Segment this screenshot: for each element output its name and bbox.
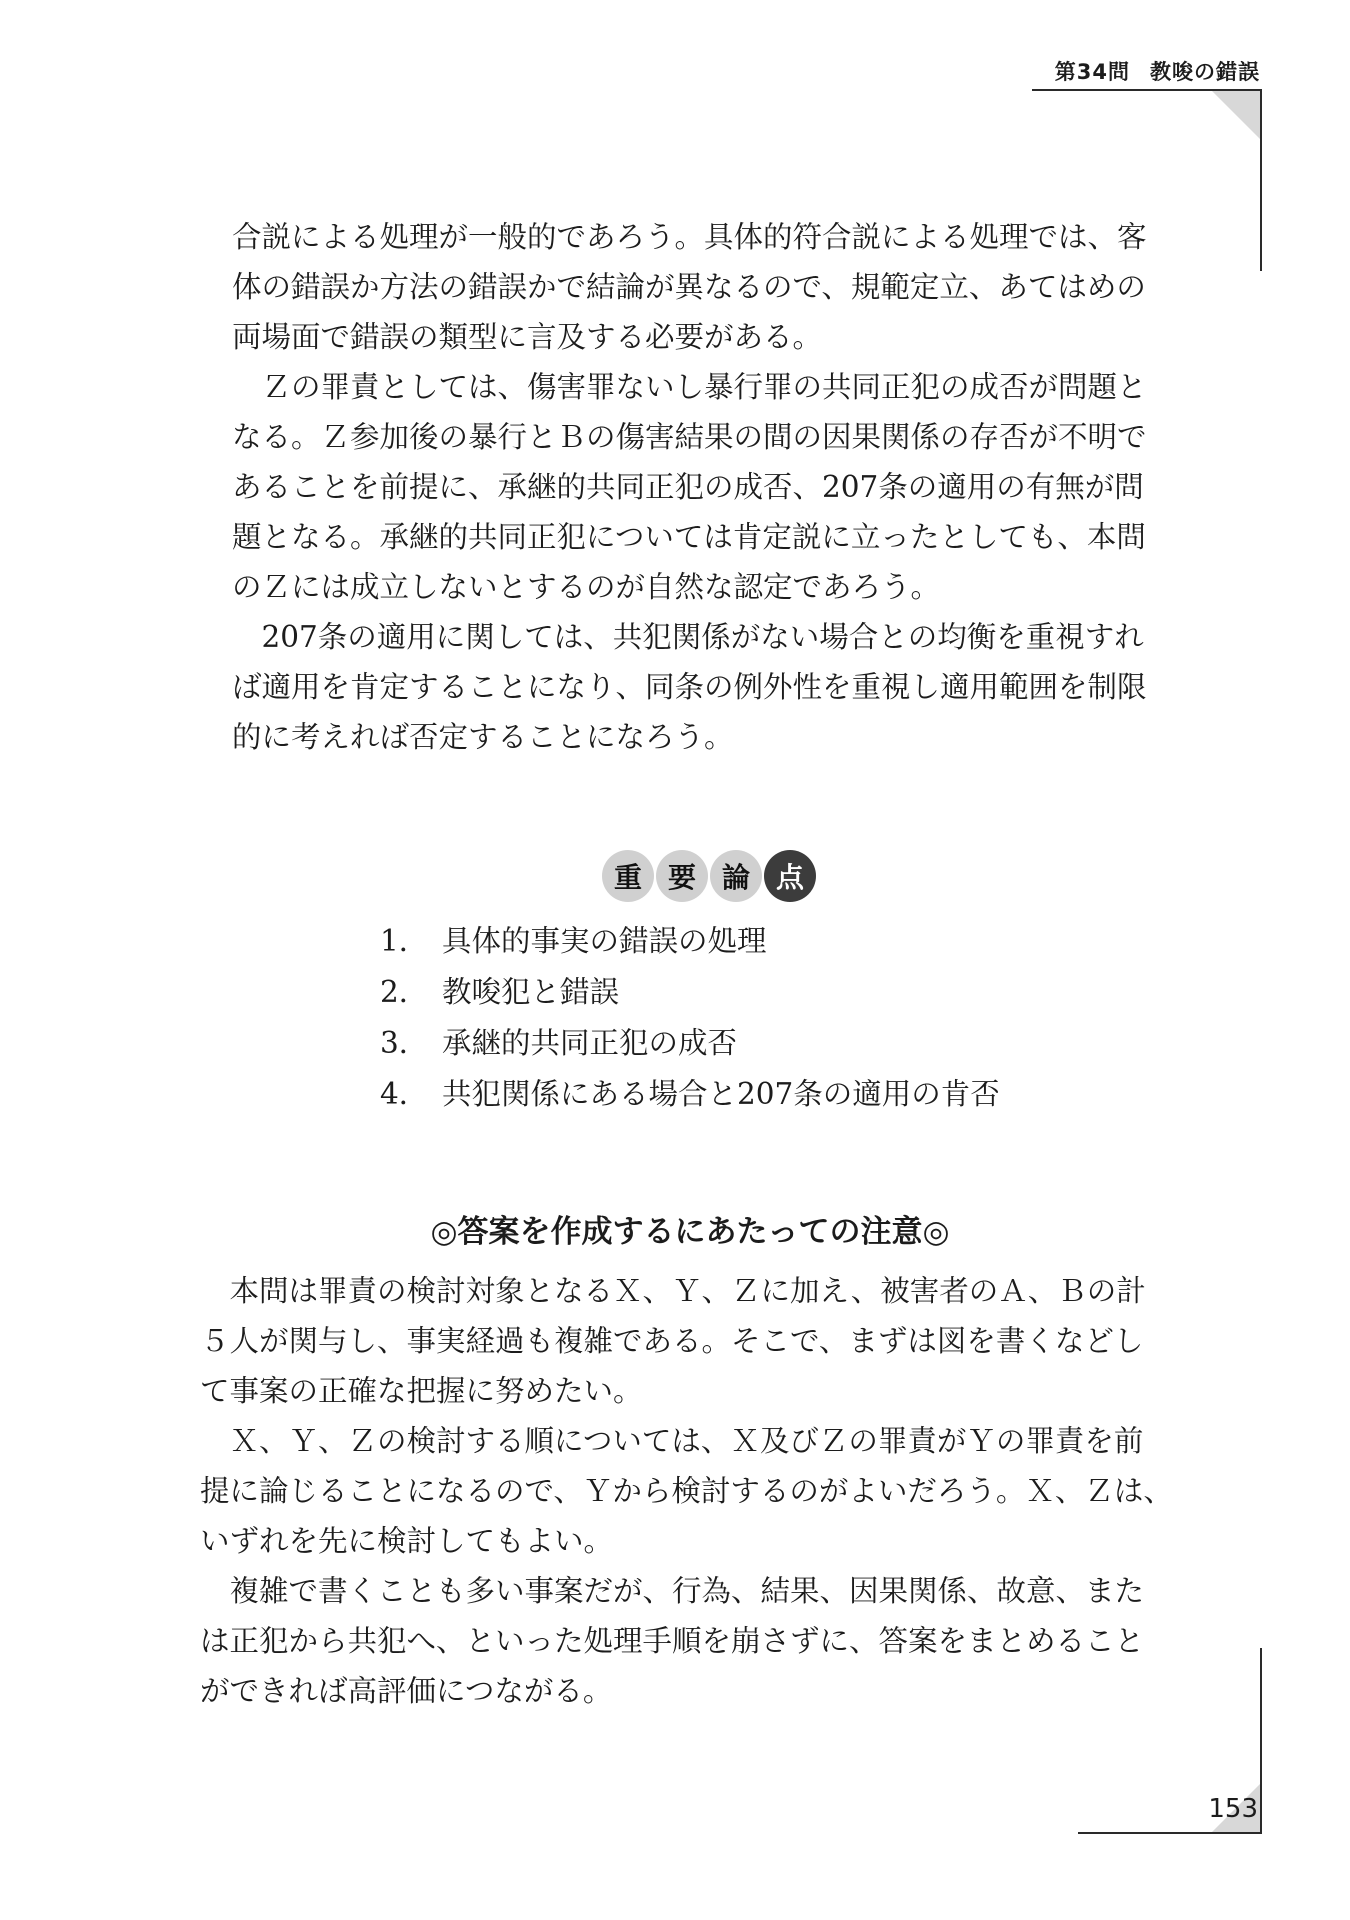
paragraph: 複雑で書くことも多い事案だが、行為、結果、因果関係、故意、また は正犯から共犯へ、といった処理手順を崩さずに、答案をまとめること ができれば高評価につながる。 [200,1574,1145,1708]
heading-badge: 要 [656,850,708,902]
key-points-list [380,916,1000,1120]
commentary-text [232,212,1232,762]
item-text: 教唆犯と錯誤 [442,975,620,1009]
list-item [380,916,1000,967]
item-text: 共犯関係にある場合と207条の適用の肯否 [442,1077,1000,1111]
bottom-side-rule [1260,1648,1262,1834]
notice-text [200,1266,1240,1716]
page-number: 153 [1208,1794,1258,1824]
list-item [380,967,1000,1018]
footer-rule [1078,1832,1262,1834]
item-number: 4． [380,1077,429,1111]
item-number: 2． [380,975,429,1009]
question-number: 第34問 [1054,60,1130,84]
top-side-rule [1260,89,1262,271]
heading-badge: 論 [710,850,762,902]
heading-badge: 点 [764,850,816,902]
paragraph: 合説による処理が一般的であろう。具体的符合説による処理では、客 体の錯誤か方法の錯誤かで結論が異なるので、規範定立、あてはめの 両場面で錯誤の類型に言及する必要がある。 [232,220,1147,354]
key-points-heading [602,850,818,902]
paragraph: 本問は罪責の検討対象となるＸ、Ｙ、Ｚに加え、被害者のＡ、Ｂの計 ５人が関与し、事実経過も複雑である。そこで、まずは図を書くなどし て事案の正確な把握に努めたい。 [200,1274,1146,1408]
item-number: 1． [380,924,429,958]
notice-heading: ◎答案を作成するにあたっての注意◎ [430,1214,950,1250]
paragraph: 207条の適用に関しては、共犯関係がない場合との均衡を重視すれ ば適用を肯定することになり、同条の例外性を重視し適用範囲を制限 的に考えれば否定することになろう。 [232,620,1147,754]
list-item [380,1018,1000,1069]
list-item [380,1069,1000,1120]
item-text: 承継的共同正犯の成否 [442,1026,738,1060]
chapter-title: 教唆の錯誤 [1150,60,1260,84]
paragraph: Ｘ、Ｙ、Ｚの検討する順については、Ｘ及びＺの罪責がＹの罪責を前 提に論じることになるので、Ｙから検討するのがよいだろう。Ｘ、Ｚは、 いずれを先に検討してもよい。 [200,1424,1173,1558]
paragraph: Ｚの罪責としては、傷害罪ないし暴行罪の共同正犯の成否が問題と なる。Ｚ参加後の暴行とＢの傷害結果の間の因果関係の存否が不明で あることを前提に、承継的共同正犯の成否、207条の適用の有無が問 題となる。承継的共同正犯については肯定説に立ったとしても、本問 のＺには成立しないとするのが自然な認定であろう。 [232,370,1147,604]
heading-badge: 重 [602,850,654,902]
item-number: 3． [380,1026,429,1060]
running-head [1055,56,1260,86]
top-corner-triangle [1212,91,1260,139]
item-text: 具体的事実の錯誤の処理 [442,924,767,958]
